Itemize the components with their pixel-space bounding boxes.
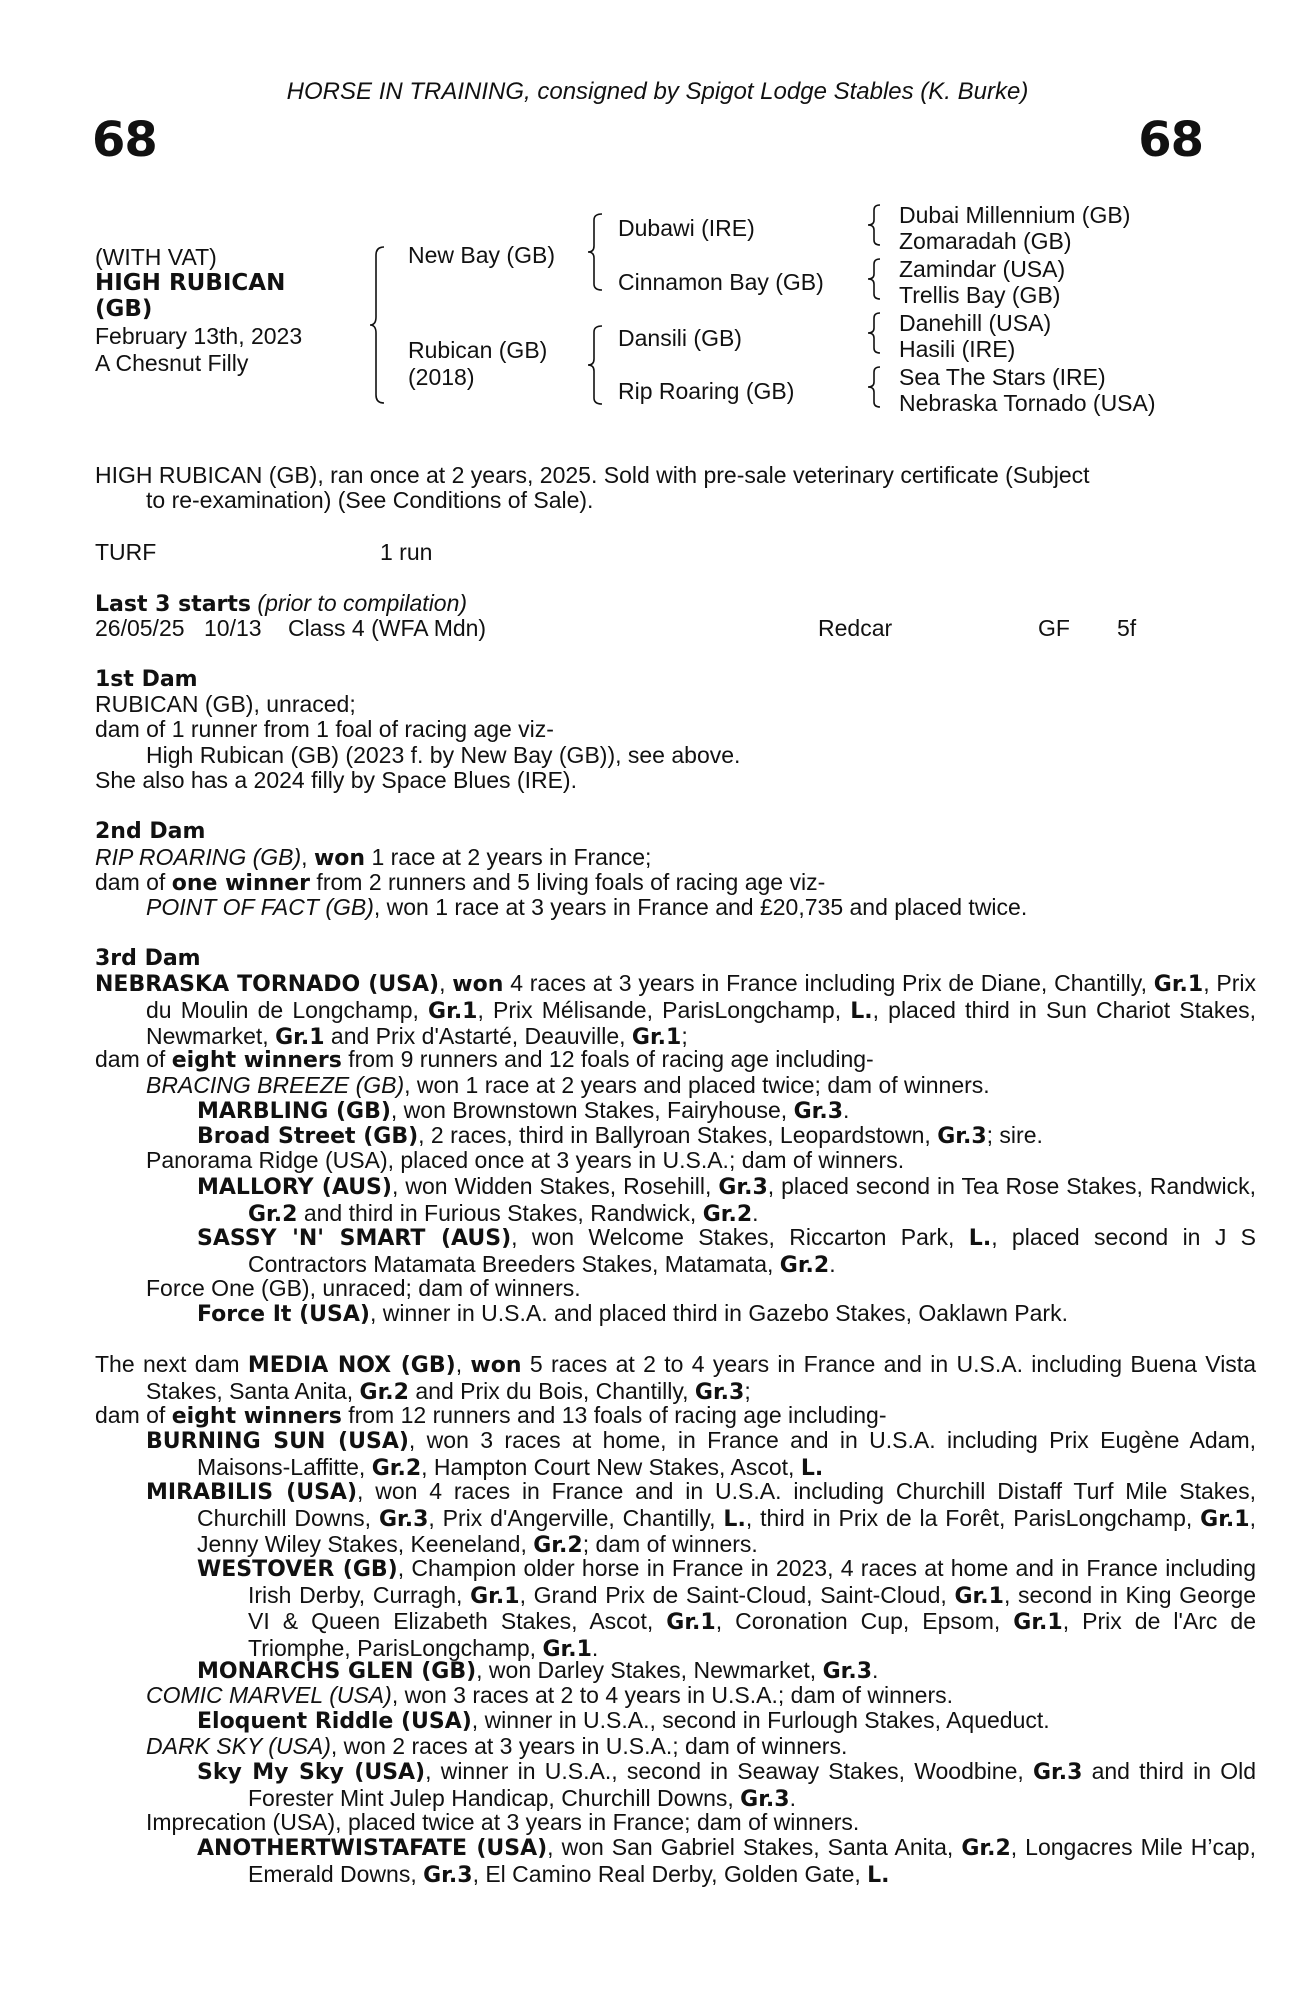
grade-badge: Gr.1 <box>1153 972 1204 997</box>
summary-line-2: to re-examination) (See Conditions of Sale). <box>146 487 594 513</box>
second-dam-name: RIP ROARING (GB) <box>95 844 302 870</box>
next-dam-progeny-1: BURNING SUN (USA), won 3 races at home, in France and in U.S.A. including Prix Eugène Adam, Maisons-Laffitte, Gr.2, Hampton Court New Stakes, Ascot, L. <box>146 1427 1256 1481</box>
summary-line-1: HIGH RUBICAN (GB), ran once at 2 years, 2025. Sold with pre-sale veterinary certificate (Subject <box>95 462 1090 488</box>
pedigree-sire-dam: Cinnamon Bay (GB) <box>618 269 824 295</box>
second-dam-line-2 <box>95 870 825 896</box>
horse-name-country: (GB) <box>95 296 153 322</box>
last-starts-title: Last 3 starts <box>95 592 252 617</box>
vat-note: (WITH VAT) <box>95 244 217 270</box>
progeny-name: Sky My Sky (USA) <box>197 1760 426 1785</box>
last-starts-note: (prior to compilation) <box>257 590 468 616</box>
grade-badge: Gr.1 <box>666 1610 716 1635</box>
next-dam-name: MEDIA NOX (GB) <box>247 1353 456 1378</box>
progeny-record: , won 1 race at 3 years in France and £20,735 and placed twice. <box>373 894 1028 920</box>
grade-badge: Gr.1 <box>631 1025 682 1050</box>
progeny-name: MALLORY (AUS) <box>197 1175 392 1200</box>
progeny-name: DARK SKY (USA) <box>146 1733 331 1759</box>
grade-badge: Gr.3 <box>718 1175 768 1200</box>
grade-badge: Gr.1 <box>275 1025 325 1050</box>
pedigree-g3-1: Dubai Millennium (GB) <box>899 202 1131 228</box>
third-dam-progeny-1: BRACING BREEZE (GB), won 1 race at 2 years and placed twice; dam of winners. <box>146 1072 990 1098</box>
lot-number-left: 68 <box>92 112 157 168</box>
third-dam-grandprogeny-2a: MALLORY (AUS), won Widden Stakes, Rosehill, Gr.3, placed second in Tea Rose Stakes, Randwick, Gr.2 and third in Furious Stakes, Randwick, Gr.2. <box>197 1173 1256 1227</box>
winners-count: eight winners <box>171 1048 342 1073</box>
grade-badge: Gr.1 <box>1013 1610 1063 1635</box>
surface-label: TURF <box>95 539 157 565</box>
second-dam-line-1: RIP ROARING (GB), won 1 race at 2 years in France; <box>95 844 652 871</box>
pedigree-dam: Rubican (GB) <box>408 337 548 363</box>
progeny-name: BURNING SUN (USA) <box>146 1429 409 1454</box>
next-dam-produce: dam of eight winners from 12 runners and 13 foals of racing age including- <box>95 1402 887 1429</box>
pedigree-dam-year: (2018) <box>408 364 475 390</box>
progeny-name: POINT OF FACT (GB) <box>146 894 374 920</box>
next-dam-grandprogeny-2b: MONARCHS GLEN (GB), won Darley Stakes, Newmarket, Gr.3. <box>197 1657 879 1684</box>
pedigree-g3-3: Zamindar (USA) <box>899 256 1066 282</box>
start-course: Redcar <box>818 615 893 641</box>
third-dam-progeny-3: Force One (GB), unraced; dam of winners. <box>146 1275 581 1301</box>
winners-count: eight winners <box>171 1404 342 1429</box>
listed-badge: L. <box>723 1506 746 1532</box>
progeny-name: Eloquent Riddle (USA) <box>197 1709 472 1734</box>
second-dam-progeny <box>146 895 1027 920</box>
first-dam-line-1: RUBICAN (GB), unraced; <box>95 691 356 717</box>
grade-badge: Gr.2 <box>702 1201 753 1227</box>
grade-badge: Gr.3 <box>378 1506 429 1532</box>
pedigree-bracket-g3-2 <box>866 257 886 303</box>
third-dam-grandprogeny-1a: MARBLING (GB), won Brownstown Stakes, Fairyhouse, Gr.3. <box>197 1097 850 1124</box>
grade-badge: Gr.3 <box>822 1659 872 1684</box>
last-starts-heading <box>95 591 467 617</box>
progeny-name: MIRABILIS (USA) <box>146 1480 357 1505</box>
winners-count: one winner <box>171 871 311 896</box>
grade-badge: Gr.2 <box>779 1252 830 1278</box>
third-dam-grandprogeny-1b: Broad Street (GB), 2 races, third in Ballyroan Stakes, Leopardstown, Gr.3; sire. <box>197 1122 1043 1149</box>
start-date: 26/05/25 <box>95 615 185 641</box>
horse-description: A Chesnut Filly <box>95 350 249 376</box>
grade-badge: Gr.1 <box>428 998 478 1024</box>
won-label: won <box>313 846 366 871</box>
progeny-name: SASSY 'N' SMART (AUS) <box>197 1226 512 1251</box>
listed-badge: L. <box>850 998 873 1024</box>
next-dam-progeny-3: COMIC MARVEL (USA), won 3 races at 2 to 4 years in U.S.A.; dam of winners. <box>146 1682 954 1708</box>
pedigree-dam-dam: Rip Roaring (GB) <box>618 378 795 404</box>
progeny-name: COMIC MARVEL (USA) <box>146 1682 392 1708</box>
horse-name: HIGH RUBICAN <box>95 270 286 296</box>
third-dam-record: NEBRASKA TORNADO (USA), won 4 races at 3 years in France including Prix de Diane, Chantilly, Gr.1, Prix du Moulin de Longchamp, Gr.1, Prix Mélisande, ParisLongchamp, L., placed third in Sun Chariot Stakes, Newmarket, Gr.1 and Prix d'Astarté, Deauville, Gr.1; <box>95 970 1256 1050</box>
next-dam-grandprogeny-4a: Sky My Sky (USA), winner in U.S.A., second in Seaway Stakes, Woodbine, Gr.3 and third in Old Forester Mint Julep Handicap, Churchill Downs, Gr.3. <box>197 1758 1256 1812</box>
runs-count: 1 run <box>380 539 433 565</box>
next-dam-progeny-2: MIRABILIS (USA), won 4 races in France and in U.S.A. including Churchill Distaff Turf Mile Stakes, Churchill Downs, Gr.3, Prix d'Angerville, Chantilly, L., third in Prix de la Forêt, ParisLongchamp, Gr.1, Jenny Wiley Stakes, Keeneland, Gr.2; dam of winners. <box>146 1478 1256 1558</box>
pedigree-bracket-g3-1 <box>866 203 886 249</box>
start-position: 10/13 <box>204 615 262 641</box>
progeny-name: BRACING BREEZE (GB) <box>146 1072 405 1098</box>
progeny-name: Broad Street (GB) <box>197 1124 419 1149</box>
third-dam-name: NEBRASKA TORNADO (USA) <box>95 972 440 997</box>
second-dam-heading: 2nd Dam <box>95 819 206 844</box>
next-dam-grandprogeny-5a: ANOTHERTWISTAFATE (USA), won San Gabriel Stakes, Santa Anita, Gr.2, Longacres Mile H’cap, Emerald Downs, Gr.3, El Camino Real Derby, Golden Gate, L. <box>197 1834 1256 1888</box>
grade-badge: Gr.2 <box>248 1201 298 1227</box>
third-dam-grandprogeny-2b: SASSY 'N' SMART (AUS), won Welcome Stakes, Riccarton Park, L., placed second in J S Contractors Matamata Breeders Stakes, Matamata, Gr.2. <box>197 1224 1257 1278</box>
catalogue-header: HORSE IN TRAINING, consigned by Spigot Lodge Stables (K. Burke) <box>286 78 1029 105</box>
pedigree-g3-8: Nebraska Tornado (USA) <box>899 390 1156 416</box>
next-dam-grandprogeny-3a: Eloquent Riddle (USA), winner in U.S.A., second in Furlough Stakes, Aqueduct. <box>197 1707 1050 1734</box>
grade-badge: Gr.1 <box>470 1583 520 1609</box>
grade-badge: Gr.1 <box>542 1636 592 1662</box>
pedigree-bracket-main <box>368 245 388 405</box>
progeny-name: Force It (USA) <box>197 1302 370 1327</box>
progeny-name: MONARCHS GLEN (GB) <box>197 1659 477 1684</box>
grade-badge: Gr.3 <box>793 1099 844 1124</box>
grade-badge: Gr.3 <box>423 1862 473 1888</box>
next-dam-record: The next dam MEDIA NOX (GB), won 5 races at 2 to 4 years in France and in U.S.A. including Buena Vista Stakes, Santa Anita, Gr.2 and Prix du Bois, Chantilly, Gr.3; <box>95 1351 1256 1405</box>
grade-badge: Gr.2 <box>371 1455 422 1481</box>
won-label: won <box>470 1353 522 1378</box>
first-dam-line-2: dam of 1 runner from 1 foal of racing age viz- <box>95 716 554 742</box>
dam-of-label: dam of <box>95 869 172 895</box>
first-dam-heading: 1st Dam <box>95 667 198 692</box>
foaling-date: February 13th, 2023 <box>95 323 303 349</box>
pedigree-bracket-g3-4 <box>866 365 886 411</box>
listed-badge: L. <box>968 1226 992 1251</box>
grade-badge: Gr.1 <box>954 1583 1004 1609</box>
progeny-name: ANOTHERTWISTAFATE (USA) <box>197 1836 548 1861</box>
pedigree-g3-2: Zomaradah (GB) <box>899 228 1072 254</box>
start-distance: 5f <box>1117 615 1137 641</box>
first-dam-line-3: High Rubican (GB) (2023 f. by New Bay (GB)), see above. <box>146 742 741 768</box>
grade-badge: Gr.2 <box>961 1836 1011 1861</box>
third-dam-grandprogeny-3a: Force It (USA), winner in U.S.A. and placed third in Gazebo Stakes, Oaklawn Park. <box>197 1300 1068 1327</box>
grade-badge: Gr.1 <box>1200 1506 1250 1532</box>
pedigree-dam-sire: Dansili (GB) <box>618 325 742 351</box>
next-dam-grandprogeny-2a: WESTOVER (GB), Champion older horse in France in 2023, 4 races at home and in France including Irish Derby, Curragh, Gr.1, Grand Prix de Saint-Cloud, Saint-Cloud, Gr.1, second in King George VI & Queen Elizabeth Stakes, Ascot, Gr.1, Coronation Cup, Epsom, Gr.1, Prix de l'Arc de Triomphe, ParisLongchamp, Gr.1. <box>197 1555 1257 1662</box>
progeny-name: WESTOVER (GB) <box>197 1557 398 1582</box>
listed-badge: L. <box>800 1455 824 1481</box>
pedigree-bracket-sire <box>586 212 606 294</box>
start-going: GF <box>1038 615 1070 641</box>
third-dam-produce: dam of eight winners from 9 runners and 12 foals of racing age including- <box>95 1046 874 1073</box>
lot-number-right: 68 <box>1138 112 1203 168</box>
pedigree-g3-6: Hasili (IRE) <box>899 336 1016 362</box>
pedigree-bracket-g3-3 <box>866 311 886 357</box>
listed-badge: L. <box>867 1862 890 1888</box>
progeny-name: MARBLING (GB) <box>197 1099 391 1124</box>
grade-badge: Gr.3 <box>1032 1760 1083 1785</box>
grade-badge: Gr.3 <box>694 1379 745 1405</box>
next-dam-progeny-4: DARK SKY (USA), won 2 races at 3 years in U.S.A.; dam of winners. <box>146 1733 848 1759</box>
pedigree-g3-7: Sea The Stars (IRE) <box>899 364 1106 390</box>
grade-badge: Gr.2 <box>533 1533 583 1558</box>
second-dam-record: 1 race at 2 years in France; <box>365 844 652 870</box>
grade-badge: Gr.3 <box>740 1786 790 1812</box>
third-dam-heading: 3rd Dam <box>95 946 201 971</box>
start-race: Class 4 (WFA Mdn) <box>288 615 487 641</box>
third-dam-progeny-2: Panorama Ridge (USA), placed once at 3 years in U.S.A.; dam of winners. <box>146 1147 905 1173</box>
pedigree-g3-4: Trellis Bay (GB) <box>899 282 1061 308</box>
next-dam-progeny-5: Imprecation (USA), placed twice at 3 years in France; dam of winners. <box>146 1809 860 1835</box>
grade-badge: Gr.3 <box>937 1124 987 1149</box>
first-dam-line-4: She also has a 2024 filly by Space Blues (IRE). <box>95 767 577 793</box>
pedigree-bracket-dam <box>586 324 606 408</box>
foals-note: from 2 runners and 5 living foals of racing age viz- <box>310 869 826 895</box>
grade-badge: Gr.2 <box>359 1379 409 1405</box>
pedigree-sire-sire: Dubawi (IRE) <box>618 215 755 241</box>
pedigree-g3-5: Danehill (USA) <box>899 310 1052 336</box>
won-label: won <box>452 972 504 997</box>
pedigree-sire: New Bay (GB) <box>408 242 555 268</box>
